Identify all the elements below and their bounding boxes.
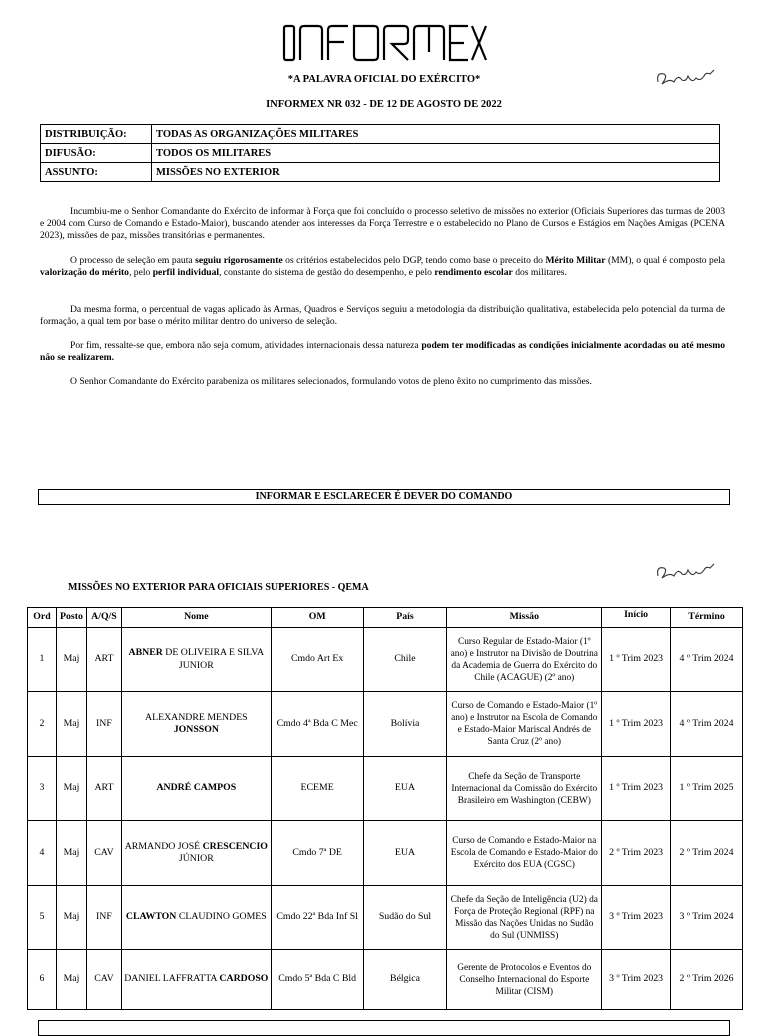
cell-ord: 1 [28, 628, 57, 692]
meta-label: DIFUSÃO: [41, 144, 152, 163]
cell-inicio: 3 º Trim 2023 [602, 886, 671, 950]
cell-pais: EUA [363, 757, 447, 821]
column-header: Término [671, 608, 743, 628]
cell-missao: Curso de Comando e Estado-Maior (1º ano) e Instrutor na Escola de Comando e Estado-Maior Mariscal Andrés de Santa Cruz (2º ano) [447, 692, 602, 757]
cell-posto: Maj [56, 628, 86, 692]
cell-ord: 3 [28, 757, 57, 821]
cell-nome [121, 757, 271, 821]
name-text: DANIEL LAFFRATTA [124, 973, 220, 985]
cell-posto: Maj [56, 886, 86, 950]
paragraph-3: Da mesma forma, o percentual de vagas aplicado às Armas, Quadros e Serviços seguiu a metodologia da distribuição qualitativa, estabelecida pelo potencial da turma de formação, a qual tem por base o mérito militar dentro do universo de seleção. [40, 304, 725, 328]
motto: *A PALAVRA OFICIAL DO EXÉRCITO* [287, 74, 481, 85]
name-text: ARMANDO JOSÉ [124, 840, 203, 852]
text: dos militares. [512, 267, 567, 279]
cell-missao: Curso de Comando e Estado-Maior na Escola de Comando e Estado-Maior do Exército dos EUA (CGSC) [447, 821, 602, 886]
meta-value: TODOS OS MILITARES [152, 144, 720, 163]
cell-nome [121, 692, 271, 757]
meta-value: MISSÕES NO EXTERIOR [152, 163, 720, 182]
column-header: OM [271, 608, 363, 628]
cell-ord: 4 [28, 821, 57, 886]
name-bold: CRESCENCIO [202, 840, 268, 852]
text: os critérios estabelecidos pelo DGP, tendo como base o preceito do [282, 255, 546, 266]
text: , constante do sistema de gestão do desempenho, e pelo [219, 267, 435, 279]
cell-termino: 4 º Trim 2024 [671, 628, 743, 692]
name-bold: ANDRÉ CAMPOS [156, 782, 237, 794]
text: O processo de seleção em pauta [70, 255, 196, 266]
cell-om: ECEME [271, 757, 363, 821]
cell-missao: Curso Regular de Estado-Maior (1º ano) e Instrutor na Divisão de Doutrina da Academia de Guerra do Exército do Chile (ACAGUE) (2º ano) [447, 628, 602, 692]
footer-box-partial [38, 1020, 730, 1036]
text-bold: rendimento escolar [434, 267, 513, 279]
name-bold: CLAWTON [125, 911, 177, 923]
cell-termino: 3 º Trim 2024 [671, 886, 743, 950]
text: (MM), o qual é composto pela [605, 255, 725, 266]
cell-aqs: CAV [86, 821, 121, 886]
cell-ord: 5 [28, 886, 57, 950]
cell-pais: EUA [363, 821, 447, 886]
cell-aqs: INF [86, 886, 121, 950]
meta-label: DISTRIBUIÇÃO: [41, 125, 152, 144]
cell-ord: 2 [28, 692, 57, 757]
column-header: Missão [447, 608, 602, 628]
cell-pais: Bolívia [363, 692, 447, 757]
cell-posto: Maj [56, 692, 86, 757]
name-bold: CARDOSO [219, 973, 269, 985]
cell-aqs: ART [86, 757, 121, 821]
name-text: CLAUDINO GOMES [176, 911, 267, 923]
cell-missao: Chefe da Seção de Inteligência (U2) da Força de Proteção Regional (RPF) na Missão das Nações Unidas no Sudão do Sul (UNMISS) [447, 886, 602, 950]
cell-pais: Sudão do Sul [363, 886, 447, 950]
name-bold: ABNER [128, 647, 163, 659]
cell-nome [121, 886, 271, 950]
text: Por fim, ressalte-se que, embora não seja comum, atividades internacionais dessa natureza [70, 340, 422, 351]
cell-aqs: ART [86, 628, 121, 692]
table-row [28, 692, 743, 757]
paragraph-5: O Senhor Comandante do Exército parabeniza os militares selecionados, formulando votos de pleno êxito no cumprimento das missões. [70, 376, 592, 387]
cell-aqs: CAV [86, 950, 121, 1010]
text: , pelo [128, 267, 153, 279]
cell-inicio: 1 º Trim 2023 [602, 757, 671, 821]
document-title: INFORMEX NR 032 - DE 12 DE AGOSTO DE 2022 [266, 99, 502, 110]
cell-nome [121, 950, 271, 1010]
paragraph-2 [40, 255, 725, 279]
cell-inicio: 1 º Trim 2023 [602, 628, 671, 692]
missions-table [27, 607, 743, 1010]
text-bold: valorização do mérito [40, 267, 129, 279]
column-header: País [363, 608, 447, 628]
name-text: ALEXANDRE MENDES [145, 711, 248, 723]
table-row [28, 821, 743, 886]
cell-missao: Chefe da Seção de Transporte Internacional da Comissão do Exército Brasileiro em Washington (CEBW) [447, 757, 602, 821]
cell-posto: Maj [56, 757, 86, 821]
table-row [28, 886, 743, 950]
cell-pais: Chile [363, 628, 447, 692]
cell-aqs: INF [86, 692, 121, 757]
table-row [28, 757, 743, 821]
text-bold: perfil individual [152, 267, 220, 279]
meta-value: TODAS AS ORGANIZAÇÕES MILITARES [152, 125, 720, 144]
cell-om: Cmdo 7ª DE [271, 821, 363, 886]
cell-nome [121, 821, 271, 886]
cell-om: Cmdo 22ª Bda Inf Sl [271, 886, 363, 950]
cell-om: Cmdo Art Ex [271, 628, 363, 692]
text-bold: seguiu rigorosamente [195, 255, 283, 266]
meta-row-distribuicao [41, 125, 720, 144]
paragraph-4 [40, 340, 725, 364]
column-header: Ord [28, 608, 57, 628]
meta-row-difusao [41, 144, 720, 163]
cell-inicio: 1 º Trim 2023 [602, 692, 671, 757]
column-header: Início [602, 608, 671, 628]
cell-om: Cmdo 5ª Bda C Bld [271, 950, 363, 1010]
cell-termino: 2 º Trim 2026 [671, 950, 743, 1010]
text-bold: Mérito Militar [545, 255, 606, 266]
cell-posto: Maj [56, 821, 86, 886]
paragraph-1: Incumbiu-me o Senhor Comandante do Exército de informar à Força que foi concluído o processo seletivo de missões no exterior (Oficiais Superiores das turmas de 2003 e 2004 com Curso de Comando e Estado-Maior), buscando atender aos interesses da Força Terrestre e o estabelecido no Plano de Cursos e Estágios em Nações Amigas (PCENA 2023), missões de paz, missões transitórias e permanentes. [40, 206, 725, 242]
table-row [28, 628, 743, 692]
cell-inicio: 3 º Trim 2023 [602, 950, 671, 1010]
name-text: DE OLIVEIRA E SILVA JUNIOR [162, 647, 265, 671]
informex-logo [282, 22, 488, 64]
signature-mark [654, 558, 720, 584]
column-header: Posto [56, 608, 86, 628]
cell-ord: 6 [28, 950, 57, 1010]
cell-nome [121, 628, 271, 692]
cell-om: Cmdo 4ª Bda C Mec [271, 692, 363, 757]
meta-row-assunto [41, 163, 720, 182]
table-header-row [28, 608, 743, 628]
column-header: A/Q/S [86, 608, 121, 628]
header-meta-table [40, 124, 720, 182]
column-header: Nome [121, 608, 271, 628]
name-text: JÚNIOR [178, 853, 214, 864]
cell-termino: 4 º Trim 2024 [671, 692, 743, 757]
text-bold: podem ter modificadas as condições inicialmente acordadas ou até mesmo não se realizarem. [40, 340, 725, 364]
meta-label: ASSUNTO: [41, 163, 152, 182]
name-bold: JONSSON [173, 724, 219, 735]
footer-box: INFORMAR E ESCLARECER É DEVER DO COMANDO [38, 489, 730, 505]
cell-termino: 1 º Trim 2025 [671, 757, 743, 821]
cell-termino: 2 º Trim 2024 [671, 821, 743, 886]
section-title: MISSÕES NO EXTERIOR PARA OFICIAIS SUPERIORES - QEMA [68, 582, 369, 593]
cell-pais: Bélgica [363, 950, 447, 1010]
cell-missao: Gerente de Protocolos e Eventos do Conselho Internacional do Esporte Militar (CISM) [447, 950, 602, 1010]
cell-posto: Maj [56, 950, 86, 1010]
cell-inicio: 2 º Trim 2023 [602, 821, 671, 886]
table-row [28, 950, 743, 1010]
